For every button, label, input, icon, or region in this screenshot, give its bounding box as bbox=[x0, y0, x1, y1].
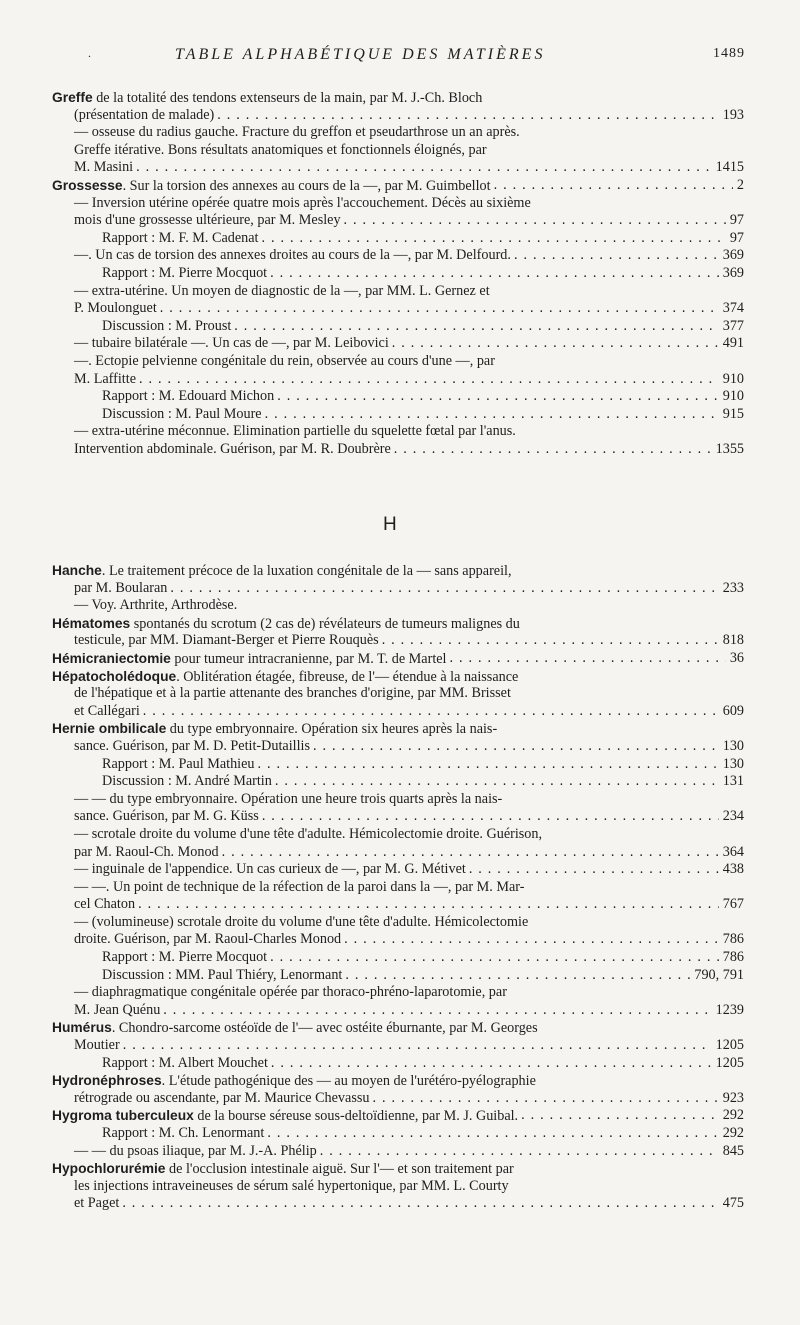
page-reference: 374 bbox=[722, 300, 744, 317]
dot-leader bbox=[379, 632, 719, 650]
index-text: par M. Raoul-Ch. Monod bbox=[74, 843, 219, 860]
index-text: Rapport : M. Edouard Michon bbox=[102, 388, 275, 405]
index-line bbox=[52, 124, 744, 142]
index-keyword: Hygroma tuberculeux bbox=[52, 1108, 194, 1124]
dot-leader bbox=[310, 738, 719, 756]
index-line bbox=[52, 844, 744, 862]
index-text: — Voy. Arthrite, Arthrodèse. bbox=[74, 597, 238, 614]
dot-leader bbox=[160, 1002, 711, 1020]
page-reference: 786 bbox=[722, 931, 744, 948]
index-text: — Inversion utérine opérée quatre mois après l'accouchement. Décès au sixième bbox=[74, 194, 531, 211]
page-reference: 491 bbox=[722, 335, 744, 352]
index-text: Discussion : M. André Martin bbox=[102, 773, 272, 790]
index-line bbox=[52, 896, 744, 914]
page-reference: 475 bbox=[722, 1195, 744, 1212]
index-text: de l'occlusion intestinale aiguë. Sur l'— et son traitement par bbox=[165, 1161, 514, 1178]
page-reference: 234 bbox=[722, 808, 744, 825]
index-line bbox=[52, 318, 744, 336]
index-line bbox=[52, 1072, 744, 1090]
dot-leader bbox=[140, 703, 719, 721]
index-text: cel Chaton bbox=[74, 896, 136, 913]
dot-leader bbox=[264, 1125, 718, 1143]
page-reference: 131 bbox=[722, 773, 744, 790]
page-reference: 1205 bbox=[715, 1037, 744, 1054]
dot-leader bbox=[135, 896, 719, 914]
dot-leader bbox=[511, 247, 719, 265]
index-line bbox=[52, 107, 744, 125]
index-keyword: Hypochlorurémie bbox=[52, 1161, 166, 1177]
index-text: (présentation de malade) bbox=[74, 106, 215, 123]
running-title: TABLE ALPHABÉTIQUE DES MATIÈRES bbox=[175, 46, 546, 63]
index-line bbox=[52, 914, 744, 932]
index-line bbox=[52, 247, 744, 265]
dot-leader bbox=[133, 159, 712, 177]
index-text: — — du type embryonnaire. Opération une heure trois quarts après la nais- bbox=[74, 790, 503, 807]
index-text: — (volumineuse) scrotale droite du volume d'une tête d'adulte. Hémicolectomie bbox=[74, 913, 529, 930]
index-line bbox=[52, 388, 744, 406]
dot-leader bbox=[341, 931, 719, 949]
index-text: rétrograde ou ascendante, par M. Maurice Chevassu bbox=[74, 1089, 370, 1106]
dot-leader bbox=[341, 212, 726, 230]
index-text: Rapport : M. Pierre Mocquot bbox=[102, 264, 268, 281]
page-reference: 292 bbox=[722, 1125, 744, 1141]
index-text: — — du psoas iliaque, par M. J.-A. Phélip bbox=[74, 1142, 317, 1159]
dot-leader bbox=[214, 107, 718, 125]
page-reference: 915 bbox=[722, 405, 744, 422]
header-mark: . bbox=[88, 46, 91, 60]
index-text: M. Jean Quénu bbox=[74, 1001, 161, 1018]
dot-leader bbox=[518, 1107, 719, 1125]
dot-leader bbox=[259, 230, 726, 248]
index-line bbox=[52, 1125, 744, 1143]
index-line bbox=[52, 1037, 744, 1055]
dot-leader bbox=[369, 1090, 718, 1108]
index-text: — inguinale de l'appendice. Un cas curieux de —, par M. G. Métivet bbox=[74, 861, 466, 878]
index-text: Rapport : M. Pierre Mocquot bbox=[102, 949, 268, 966]
index-line bbox=[52, 791, 744, 809]
dot-leader bbox=[391, 441, 712, 459]
dot-leader bbox=[267, 265, 719, 283]
index-line bbox=[52, 212, 744, 230]
index-line bbox=[52, 826, 744, 844]
index-line bbox=[52, 632, 744, 650]
index-keyword: Hernie ombilicale bbox=[52, 721, 167, 737]
dot-leader bbox=[447, 650, 726, 668]
dot-leader bbox=[219, 844, 719, 862]
dot-leader bbox=[167, 580, 718, 598]
index-line bbox=[52, 441, 744, 459]
page-reference: 130 bbox=[722, 755, 744, 772]
index-text: — extra-utérine. Un moyen de diagnostic de la —, par MM. L. Gernez et bbox=[74, 282, 490, 299]
index-line bbox=[52, 406, 744, 424]
page-reference: 910 bbox=[722, 370, 744, 387]
index-line bbox=[52, 685, 744, 703]
index-text: spontanés du scrotum (2 cas de) révélateurs de tumeurs malignes du bbox=[130, 615, 520, 632]
index-line bbox=[52, 808, 744, 826]
index-line bbox=[52, 1143, 744, 1161]
index-line bbox=[52, 580, 744, 598]
index-text: — scrotale droite du volume d'une tête d'adulte. Hémicolectomie droite. Guérison, bbox=[74, 825, 543, 842]
index-text: mois d'une grossesse ultérieure, par M. Mesley bbox=[74, 212, 341, 229]
index-line bbox=[52, 353, 744, 371]
dot-leader bbox=[231, 318, 718, 336]
index-line bbox=[52, 756, 744, 774]
index-text: P. Moulonguet bbox=[74, 300, 157, 317]
index-text: M. Masini bbox=[74, 159, 134, 176]
dot-leader bbox=[259, 808, 719, 826]
index-text: Rapport : M. F. M. Cadenat bbox=[102, 229, 259, 246]
dot-leader bbox=[136, 371, 719, 389]
page-reference: 438 bbox=[722, 861, 744, 878]
index-text: droite. Guérison, par M. Raoul-Charles Monod bbox=[74, 931, 342, 948]
index-text: — extra-utérine méconnue. Elimination partielle du squelette fœtal par l'anus. bbox=[74, 423, 516, 440]
section-g-entries bbox=[52, 89, 744, 458]
index-line bbox=[52, 89, 744, 107]
index-line bbox=[52, 562, 744, 580]
page-reference: 130 bbox=[722, 737, 744, 754]
index-line bbox=[52, 615, 744, 633]
index-text: du type embryonnaire. Opération six heures après la nais- bbox=[166, 721, 498, 738]
index-line bbox=[52, 423, 744, 441]
index-line bbox=[52, 931, 744, 949]
index-text: pour tumeur intracranienne, par M. T. de Martel bbox=[170, 650, 447, 667]
index-line bbox=[52, 1019, 744, 1037]
page-reference: 377 bbox=[722, 317, 744, 334]
index-line bbox=[52, 738, 744, 756]
page-reference: 364 bbox=[722, 843, 744, 860]
index-text: — diaphragmatique congénitale opérée par thoraco-phréno-laparotomie, par bbox=[74, 984, 507, 1001]
page-reference: 369 bbox=[722, 264, 744, 281]
index-line bbox=[52, 720, 744, 738]
index-text: Rapport : M. Albert Mouchet bbox=[102, 1054, 268, 1071]
page-reference: 2 bbox=[736, 176, 744, 193]
index-keyword: Hémicraniectomie bbox=[52, 650, 171, 666]
page-reference: 1415 bbox=[715, 159, 744, 176]
index-text: de l'hépatique et à la partie attenante des branches d'origine, par MM. Brisset bbox=[74, 685, 511, 702]
index-text: — tubaire bilatérale —. Un cas de —, par M. Leibovici bbox=[74, 335, 389, 352]
index-text: Rapport : M. Paul Mathieu bbox=[102, 755, 255, 772]
index-line bbox=[52, 879, 744, 897]
dot-leader bbox=[157, 300, 719, 318]
index-line bbox=[52, 159, 744, 177]
index-text: Rapport : M. Ch. Lenormant bbox=[102, 1125, 265, 1141]
index-line bbox=[52, 668, 744, 686]
dot-leader bbox=[466, 861, 719, 879]
index-line bbox=[52, 1195, 744, 1213]
dot-leader bbox=[267, 949, 719, 967]
dot-leader bbox=[342, 967, 690, 985]
index-line bbox=[52, 335, 744, 353]
index-text: sance. Guérison, par M. D. Petit-Dutaillis bbox=[74, 737, 311, 754]
index-text: . L'étude pathogénique des — au moyen de l'urétéro-pyélographie bbox=[161, 1073, 536, 1090]
index-text: — osseuse du radius gauche. Fracture du greffon et pseudarthrose un an après. bbox=[74, 124, 520, 141]
index-line bbox=[52, 1107, 744, 1125]
index-line bbox=[52, 300, 744, 318]
index-text: . Sur la torsion des annexes au cours de la —, par M. Guimbellot bbox=[122, 177, 491, 194]
index-text: testicule, par MM. Diamant-Berger et Pierre Rouquès bbox=[74, 632, 379, 649]
index-text: . Oblitération étagée, fibreuse, de l'— étendue à la naissance bbox=[176, 668, 519, 685]
page-reference: 845 bbox=[722, 1142, 744, 1159]
index-text: Greffe itérative. Bons résultats anatomiques et fonctionnels éloignés, par bbox=[74, 141, 487, 158]
dot-leader bbox=[262, 406, 719, 424]
index-line bbox=[52, 703, 744, 721]
index-line bbox=[52, 597, 744, 615]
dot-leader bbox=[268, 1055, 712, 1073]
index-line bbox=[52, 142, 744, 160]
index-text: Intervention abdominale. Guérison, par M. R. Doubrère bbox=[74, 440, 391, 457]
index-line bbox=[52, 1002, 744, 1020]
page-reference: 1239 bbox=[715, 1001, 744, 1018]
index-text: par M. Boularan bbox=[74, 579, 168, 596]
index-line bbox=[52, 949, 744, 967]
page-reference: 923 bbox=[722, 1089, 744, 1106]
index-keyword: Hépatocholédoque bbox=[52, 668, 177, 684]
index-line bbox=[52, 650, 744, 668]
dot-leader bbox=[119, 1195, 718, 1213]
page-reference: 910 bbox=[722, 388, 744, 405]
index-keyword: Humérus bbox=[52, 1020, 112, 1036]
index-text: de la bourse séreuse sous-deltoïdienne, par M. J. Guibal. bbox=[193, 1108, 519, 1125]
dot-leader bbox=[317, 1143, 719, 1161]
page-reference: 790, 791 bbox=[694, 966, 744, 983]
index-text: . Le traitement précoce de la luxation congénitale de la — sans appareil, bbox=[101, 563, 512, 579]
index-text: sance. Guérison, par M. G. Küss bbox=[74, 808, 259, 825]
dot-leader bbox=[272, 773, 719, 791]
index-text: Moutier bbox=[74, 1037, 120, 1054]
index-keyword: Greffe bbox=[52, 90, 93, 105]
page-reference: 767 bbox=[722, 896, 744, 913]
page-reference: 818 bbox=[722, 632, 744, 649]
index-text: Discussion : MM. Paul Thiéry, Lenormant bbox=[102, 966, 343, 983]
index-line bbox=[52, 283, 744, 301]
page-reference: 369 bbox=[722, 247, 744, 264]
page-reference: 1205 bbox=[715, 1054, 744, 1071]
dot-leader bbox=[255, 756, 719, 774]
page-reference: 97 bbox=[729, 229, 744, 246]
index-line bbox=[52, 1178, 744, 1196]
dot-leader bbox=[274, 388, 719, 406]
dot-leader bbox=[120, 1037, 712, 1055]
index-text: —. Ectopie pelvienne congénitale du rein, observée au cours d'une —, par bbox=[74, 352, 495, 369]
page-reference: 233 bbox=[722, 579, 744, 596]
page-reference: 193 bbox=[722, 106, 744, 123]
index-line bbox=[52, 773, 744, 791]
index-keyword: Grossesse bbox=[52, 177, 123, 193]
index-line bbox=[52, 861, 744, 879]
page-reference: 36 bbox=[729, 649, 744, 666]
section-letter: H bbox=[383, 514, 397, 535]
page-reference: 292 bbox=[722, 1107, 744, 1124]
index-text: et Callégari bbox=[74, 702, 140, 719]
index-line bbox=[52, 1055, 744, 1073]
section-h-entries bbox=[52, 562, 744, 1213]
index-line bbox=[52, 1160, 744, 1178]
index-line bbox=[52, 177, 744, 195]
page-reference: 1355 bbox=[715, 440, 744, 457]
index-line bbox=[52, 265, 744, 283]
index-keyword: Hématomes bbox=[52, 615, 131, 631]
index-text: et Paget bbox=[74, 1195, 120, 1212]
page-reference: 786 bbox=[722, 949, 744, 966]
index-line bbox=[52, 1090, 744, 1108]
index-line bbox=[52, 984, 744, 1002]
dot-leader bbox=[389, 335, 719, 353]
index-text: les injections intraveineuses de sérum salé hypertonique, par MM. L. Courty bbox=[74, 1177, 509, 1194]
page-reference: 609 bbox=[722, 702, 744, 719]
page-number: 1489 bbox=[713, 46, 745, 61]
index-text: de la totalité des tendons extenseurs de la main, par M. J.-Ch. Bloch bbox=[92, 90, 483, 106]
index-text: M. Laffitte bbox=[74, 370, 136, 387]
index-line bbox=[52, 967, 744, 985]
index-line bbox=[52, 371, 744, 389]
dot-leader bbox=[491, 177, 733, 195]
index-text: Discussion : M. Paul Moure bbox=[102, 405, 262, 422]
index-keyword: Hanche bbox=[52, 563, 102, 578]
page-reference: 97 bbox=[729, 212, 744, 229]
index-line bbox=[52, 230, 744, 248]
index-keyword: Hydronéphroses bbox=[52, 1073, 162, 1089]
index-line bbox=[52, 195, 744, 213]
index-text: Discussion : M. Proust bbox=[102, 317, 232, 334]
index-text: . Chondro-sarcome ostéoïde de l'— avec ostéite éburnante, par M. Georges bbox=[111, 1020, 538, 1037]
index-text: —. Un cas de torsion des annexes droites au cours de la —, par M. Delfourd. bbox=[74, 247, 511, 264]
index-text: — —. Un point de technique de la réfection de la paroi dans la —, par M. Mar- bbox=[74, 878, 525, 895]
